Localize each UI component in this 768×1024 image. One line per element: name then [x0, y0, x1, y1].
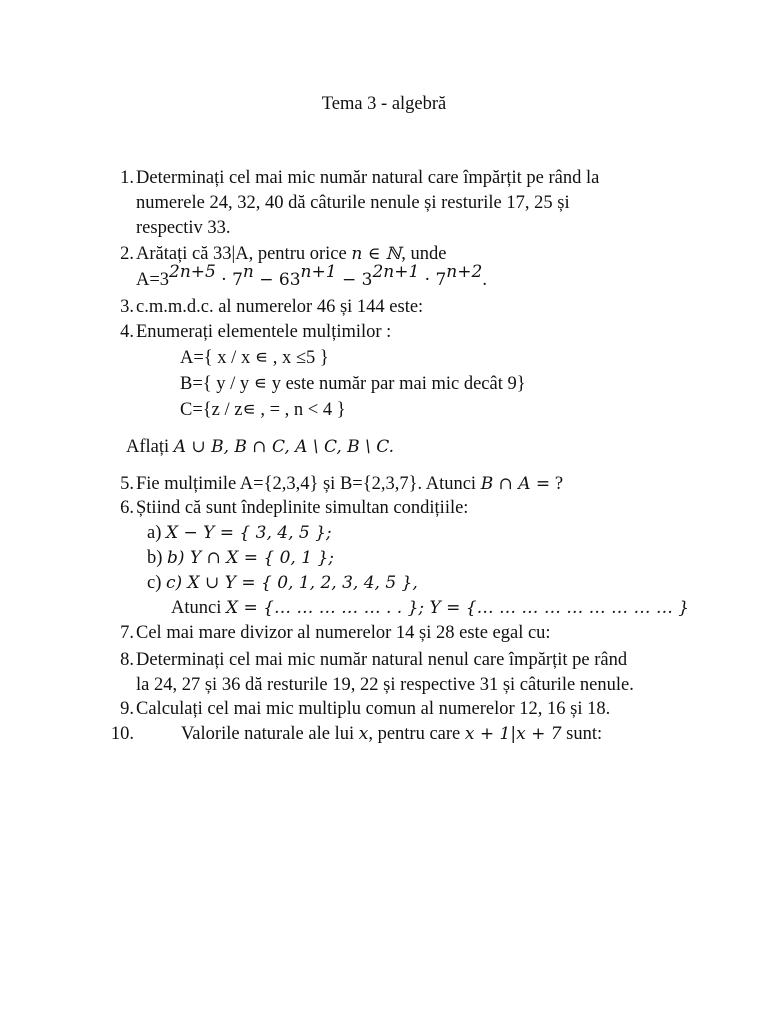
condition-label: b): [147, 548, 168, 568]
formula-prefix: A=: [136, 270, 160, 290]
problem-10-line: [181, 722, 602, 746]
item-number: 6.: [120, 498, 134, 518]
condition-c: [147, 571, 418, 595]
formula-part: − 3: [336, 270, 373, 290]
formula-suffix: .: [482, 270, 487, 290]
item-number: 4.: [120, 322, 134, 342]
exponent: 2n+1: [372, 262, 420, 282]
text: ?: [550, 474, 564, 494]
math-expression: A ∪ B, B ∩ C, A \ C, B \ C.: [173, 437, 395, 457]
item-number: 8.: [120, 650, 134, 670]
exponent: n+2: [446, 262, 483, 282]
problem-1-line: respectiv 33.: [136, 218, 231, 238]
problem-1-line: numerele 24, 32, 40 dă câturile nenule și resturile 17, 25 și: [136, 193, 570, 213]
text: Fie mulțimile A={2,3,4} și B={2,3,7}. Atunci: [136, 474, 477, 494]
text: , unde: [401, 244, 447, 264]
problem-2-formula: [136, 262, 487, 292]
item-number: 3.: [120, 297, 134, 317]
set-definition: B={ y / y ∊ y este număr par mai mic decât 9}: [180, 374, 526, 394]
item-number: 1.: [120, 168, 134, 188]
math-expression: n ∈ ℕ: [351, 244, 402, 264]
problem-6-line: Știind că sunt îndeplinite simultan condițiile:: [136, 498, 469, 518]
text: Atunci: [171, 598, 222, 618]
problem-4-task: [126, 435, 394, 459]
formula-part: · 7: [215, 270, 243, 290]
text: Aflați: [126, 437, 170, 457]
item-number: 5.: [120, 474, 134, 494]
problem-8-line: Determinați cel mai mic număr natural nenul care împărțit pe rând: [136, 650, 628, 670]
set-definition: A={ x / x ∊ , x ≤5 }: [180, 348, 329, 368]
math-expression: X − Y = { 3, 4, 5 };: [166, 523, 332, 543]
item-number: 7.: [120, 623, 134, 643]
formula-part: 3: [159, 270, 170, 290]
item-number: 2.: [120, 244, 134, 264]
problem-6-answer: [171, 596, 689, 620]
math-expression: B ∩ A =: [480, 474, 551, 494]
exponent: 2n+5: [169, 262, 216, 282]
problem-8-line: la 24, 27 și 36 dă resturile 19, 22 și respective 31 și câturile nenule.: [136, 675, 634, 695]
problem-3-line: c.m.m.d.c. al numerelor 46 și 144 este:: [136, 297, 424, 317]
item-number: 10.: [110, 724, 134, 744]
condition-a: [147, 521, 332, 545]
math-expression: x + 1|x + 7: [464, 724, 562, 744]
problem-1-line: Determinați cel mai mic număr natural care împărțit pe rând la: [136, 168, 600, 188]
math-expression: x: [358, 724, 369, 744]
page-title: Tema 3 - algebră: [321, 94, 447, 114]
math-expression: X = {… … … … … . . }; Y = {… … … … … … … … … }: [225, 598, 690, 618]
text: Arătați că 33|A, pentru orice: [136, 244, 347, 264]
text: Valorile naturale ale lui: [181, 724, 355, 744]
formula-part: · 7: [419, 270, 447, 290]
text: sunt:: [561, 724, 603, 744]
problem-5-line: [136, 472, 563, 496]
formula-part: − 63: [253, 270, 301, 290]
set-definition: C={z / z∊ , = , n < 4 }: [180, 400, 346, 420]
math-expression: b) Y ∩ X = { 0, 1 };: [167, 548, 335, 568]
problem-4-line: Enumerați elementele mulțimilor :: [136, 322, 392, 342]
condition-label: c): [147, 573, 166, 593]
math-expression: c) X ∪ Y = { 0, 1, 2, 3, 4, 5 },: [166, 573, 418, 593]
text: , pentru care: [368, 724, 461, 744]
condition-label: a): [147, 523, 166, 543]
exponent: n+1: [300, 262, 337, 282]
item-number: 9.: [120, 699, 134, 719]
problem-7-line: Cel mai mare divizor al numerelor 14 și 28 este egal cu:: [136, 623, 551, 643]
problem-9-line: Calculați cel mai mic multiplu comun al numerelor 12, 16 și 18.: [136, 699, 611, 719]
exponent: n: [242, 262, 254, 282]
condition-b: [147, 546, 334, 570]
